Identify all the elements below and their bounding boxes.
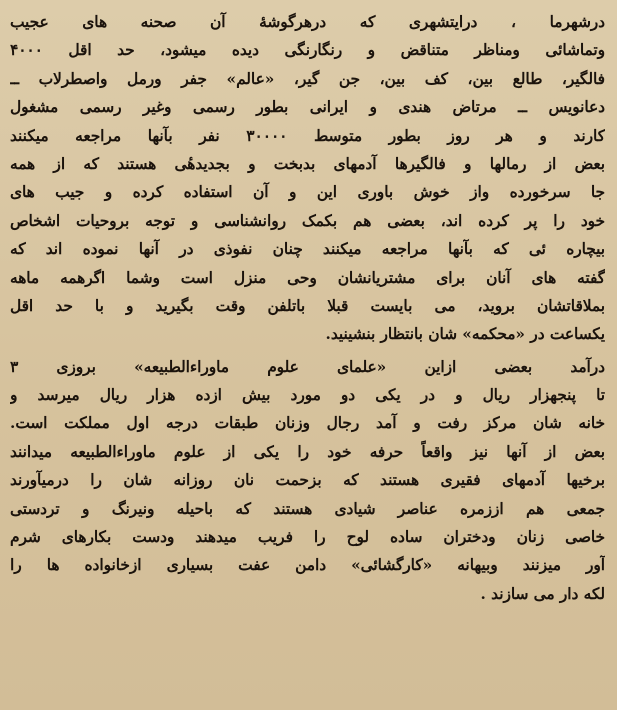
text-line: برخیها آدمهای فقیری هستند که بزحمت نان روزانه شان را درمیآورند [10,471,605,490]
text-line: خاصی زنان ودختران ساده لوح را فریب میدهند ودست بکارهای شرم [10,528,605,547]
text-line: گفته های آنان برای مشتریانشان وحی منزل است وشما اگرهمه ماهه [10,268,605,287]
text-line: خود را پر کرده اند، بعضی هم بکمک روانشناسی و توجه بروحیات اشخاص [10,211,605,230]
text-line: لکه دار می سازند . [480,584,605,603]
text-line: آور میزنند وبیهانه «کارگشائی» دامن عفت بسیاری ازخانواده ها را [10,556,605,575]
text-line: تا پنجهزار ریال و در یکی دو مورد بیش ازده هزار ریال میرسد و [10,386,605,405]
text-line: درشهرما ، درایتشهری که درهرگوشهٔ آن صحنه های عجیب [10,13,605,31]
text-line: جا سرخورده واز خوش باوری این و آن استفاده کرده و جیب های [10,183,605,202]
text-line: بعض از آنها نیز واقعاً حرفه خود را یکی از علوم ماوراءالطبیعه میدانند [10,442,605,461]
article-paragraph-1 [10,8,605,349]
text-line: کارند و هر روز بطور متوسط ۳۰۰۰۰ نفر بآنها مراجعه میکنند [10,126,605,145]
text-line: فالگیر، طالع بین، کف بین، جن گیر، «عالم» جفر ورمل واصطرلاب ــ [10,69,605,88]
text-line: خانه شان مرکز رفت و آمد رجال وزنان طبقات درجه اول مملکت است. [10,414,605,433]
text-line: یکساعت در «محکمه» شان بانتظار بنشینید. [325,325,605,344]
text-line: بعض از رمالها و فالگیرها آدمهای بدبخت و بجدیدهٔی هستند که از همه [10,154,605,173]
text-line: بملاقاتشان بروید، می بایست قبلا باتلفن وقت بگیرید و با حد اقل [10,296,605,315]
text-line: جمعی هم اززمره عناصر شیادی هستند که باحیله ونیرنگ و تردستی [10,499,605,518]
article-paragraph-2 [10,353,605,609]
text-line: وتماشائی ومناظر متناقض و رنگارنگی دیده میشود، حد اقل ۴۰۰۰ [10,41,605,60]
text-line: دعانویس ــ مرتاض هندی و ایرانی بطور رسمی وغیر رسمی مشغول [10,98,605,117]
text-line: بیچاره ئی که بآنها مراجعه میکنند چنان نفوذی در آنها نموده اند که [10,240,605,259]
text-line: درآمد بعضی ازاین «علمای علوم ماوراءالطبیعه» بروزی ۳ [10,357,605,376]
